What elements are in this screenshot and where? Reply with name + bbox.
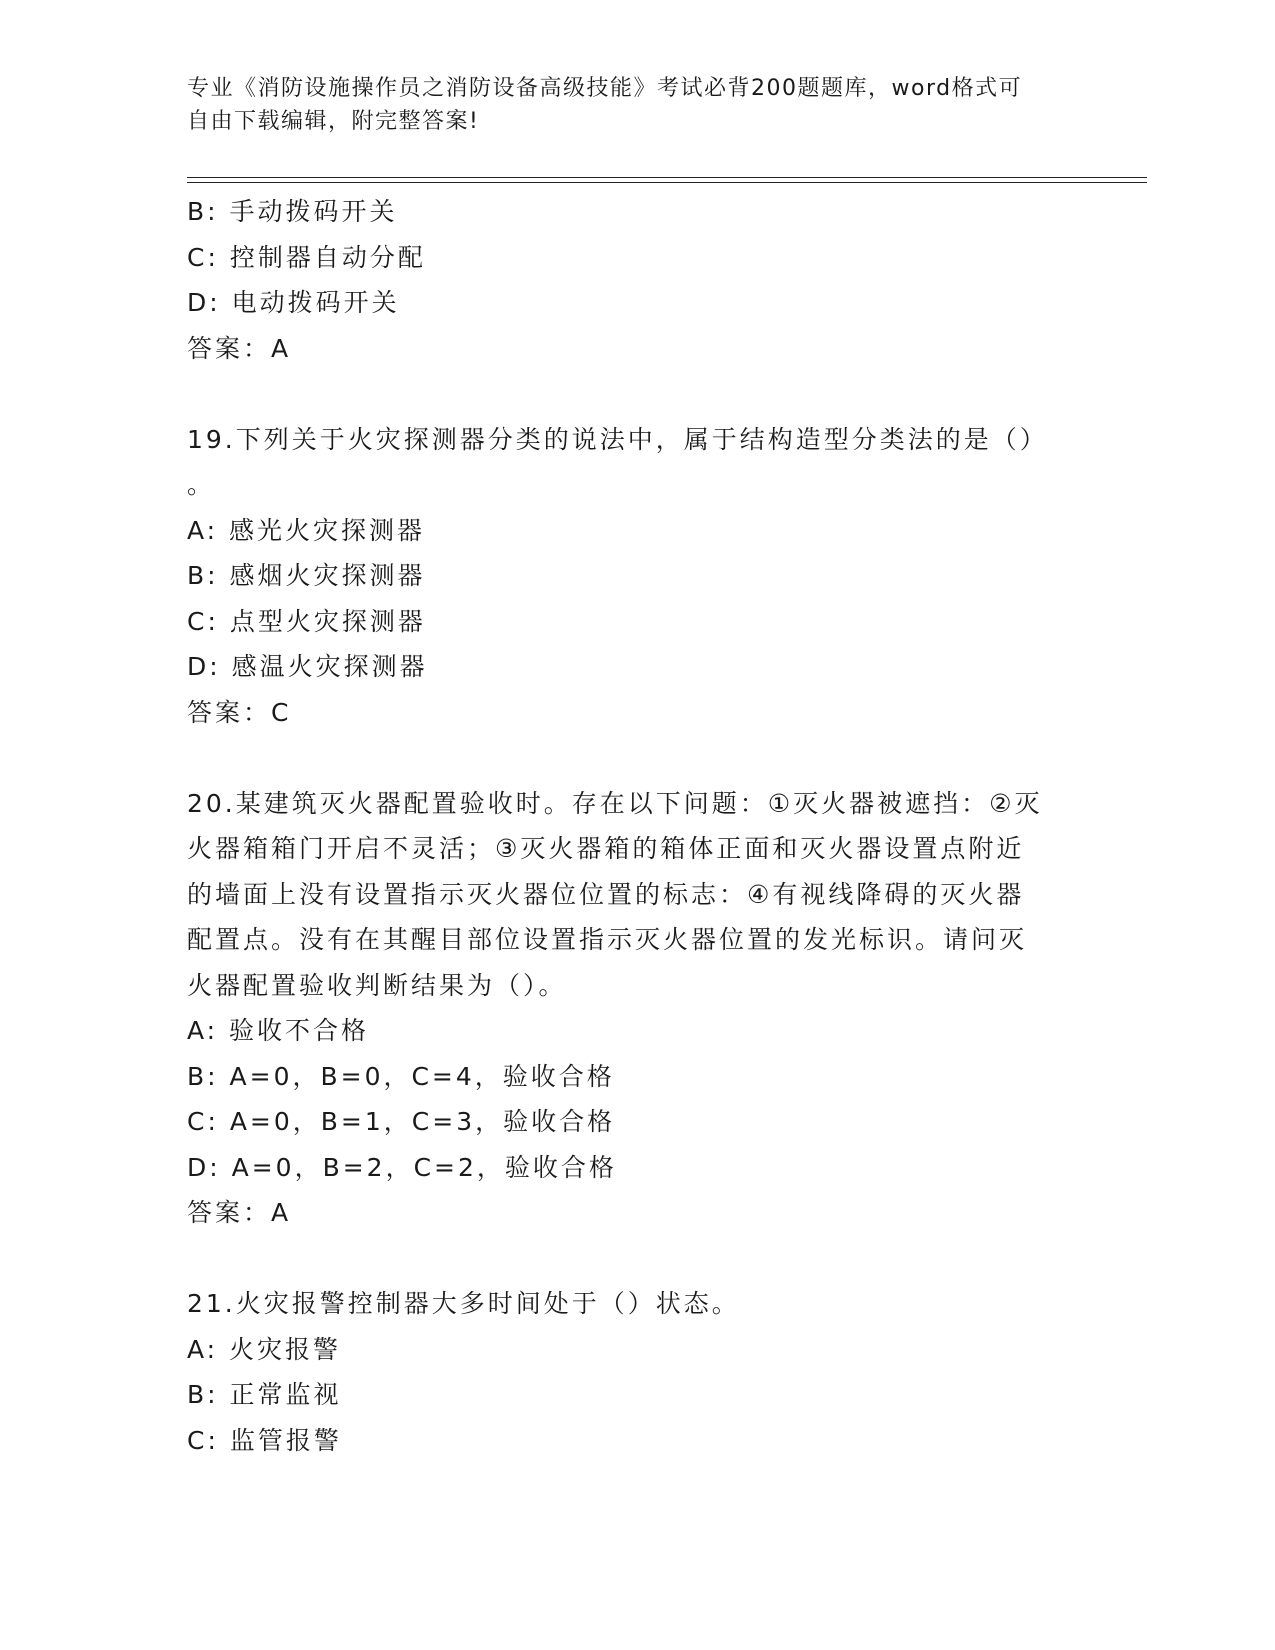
option-b: B: 感烟火灾探测器 xyxy=(187,561,426,590)
option-b: B: A=0，B=0，C=4，验收合格 xyxy=(187,1061,615,1091)
question-stem-line: 21.火灾报警控制器大多时间处于（）状态。 xyxy=(187,1289,740,1318)
question-18-continuation xyxy=(187,189,1067,371)
option-c: C: 点型火灾探测器 xyxy=(187,606,426,636)
question-stem-line: 配置点。没有在其醒目部位设置指示灭火器位置的发光标识。请问灭 xyxy=(187,925,1028,954)
option-c: C: 监管报警 xyxy=(187,1425,342,1455)
option-b: B: 手动拨码开关 xyxy=(187,197,398,226)
question-content xyxy=(187,189,1067,1463)
option-a: A: 验收不合格 xyxy=(187,1016,370,1045)
option-a: A: 感光火灾探测器 xyxy=(187,515,426,545)
header-line-2: 自由下载编辑，附完整答案! xyxy=(187,109,480,134)
document-header xyxy=(187,72,1067,138)
spacer xyxy=(187,371,1067,417)
answer-line: 答案：C xyxy=(187,697,292,727)
question-stem-line: 20.某建筑灭火器配置验收时。存在以下问题：①灭火器被遮挡：②灭 xyxy=(187,788,1043,818)
question-19 xyxy=(187,417,1067,736)
header-divider-bottom xyxy=(187,182,1147,183)
option-b: B: 正常监视 xyxy=(187,1380,342,1409)
question-20 xyxy=(187,781,1067,1236)
question-21 xyxy=(187,1281,1067,1463)
option-a: A: 火灾报警 xyxy=(187,1334,342,1364)
header-divider-top xyxy=(187,177,1147,178)
answer-line: 答案：A xyxy=(187,333,292,363)
question-stem-line: 19.下列关于火灾探测器分类的说法中，属于结构造型分类法的是（） xyxy=(187,424,1048,454)
option-c: C: A=0，B=1，C=3，验收合格 xyxy=(187,1107,616,1136)
option-d: D: A=0，B=2，C=2，验收合格 xyxy=(187,1152,617,1182)
answer-line: 答案：A xyxy=(187,1198,292,1227)
option-d: D: 电动拨码开关 xyxy=(187,288,400,317)
spacer xyxy=(187,1236,1067,1282)
question-stem-line: 火器箱箱门开启不灵活；③灭火器箱的箱体正面和灭火器设置点附近 xyxy=(187,834,1025,863)
question-stem-line: 火器配置验收判断结果为（）。 xyxy=(187,970,567,1000)
question-stem-line: 的墙面上没有设置指示灭火器位位置的标志：④有视线降碍的灭火器 xyxy=(187,879,1025,909)
question-stem-line: 。 xyxy=(187,470,216,499)
option-c: C: 控制器自动分配 xyxy=(187,242,426,272)
header-line-1: 专业《消防设施操作员之消防设备高级技能》考试必背200题题库，word格式可 xyxy=(187,76,1023,101)
spacer xyxy=(187,735,1067,781)
option-d: D: 感温火灾探测器 xyxy=(187,652,428,681)
